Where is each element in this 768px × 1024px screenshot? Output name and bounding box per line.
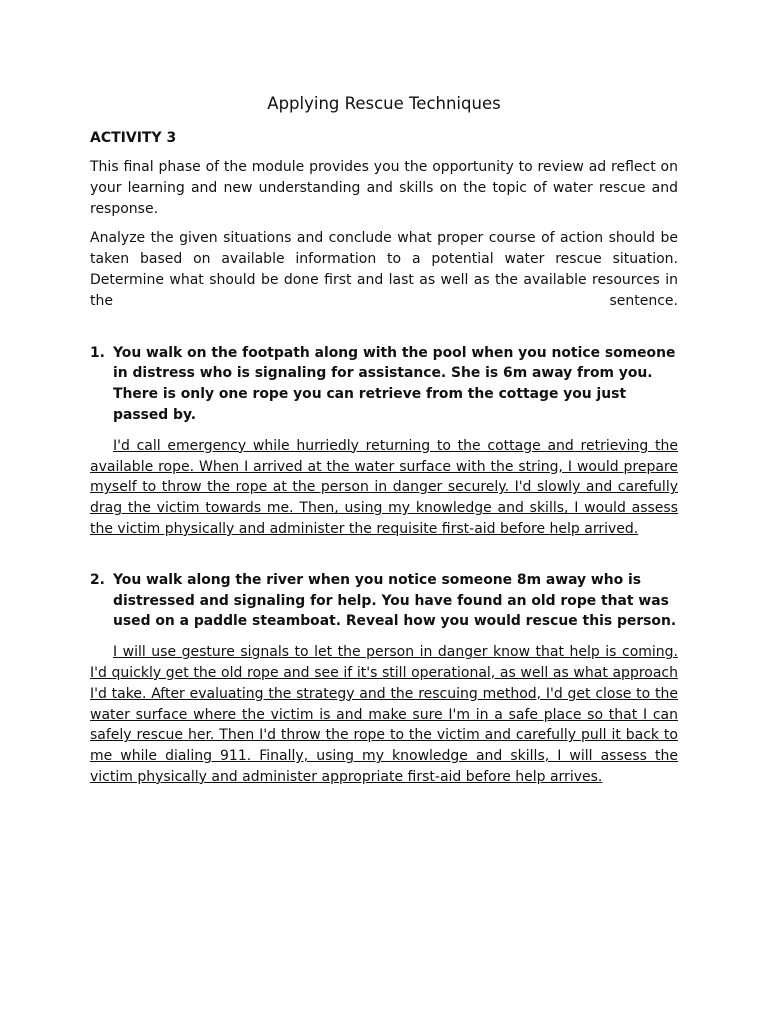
question-1-prompt: You walk on the footpath along with the pool when you notice someone in distress who is signaling for assistance. She is 6m away from you. There is only one rope you can retrieve from the cottage you just passed by.: [113, 344, 676, 423]
instructions-paragraph: Analyze the given situations and conclude what proper course of action should be taken based on available information to a potential water rescue situation. Determine what should be done first and last as well as the available resources in the sentence.: [90, 230, 678, 309]
question-2-number: 2.: [90, 571, 105, 588]
question-2-prompt: You walk along the river when you notice someone 8m away who is distressed and signaling for help. You have found an old rope that was used on a paddle steamboat. Reveal how you would rescue this person.: [113, 571, 677, 630]
activity-label: ACTIVITY 3: [90, 130, 177, 146]
answer-2: [90, 642, 678, 788]
answer-1: [90, 436, 678, 540]
section-gap: [90, 540, 678, 570]
question-1: [90, 343, 678, 426]
page-title: Applying Rescue Techniques: [267, 94, 501, 113]
answer-1-text: I'd call emergency while hurriedly returning to the cottage and retrieving the available rope. When I arrived at the water surface with the string, I would prepare myself to throw the rope at the person in danger securely. I'd slowly and carefully drag the victim towards me. Then, using my knowledge and skills, I would assess the victim physically and administer the requisite first-aid before help arrived.: [90, 437, 678, 537]
question-1-number: 1.: [90, 344, 105, 361]
answer-2-text: I will use gesture signals to let the person in danger know that help is coming. I'd quickly get the old rope and see if it's still operational, as well as what approach I'd take. After evaluating the strategy and the rescuing method, I'd get close to the water surface where the victim is and make sure I'm in a safe place so that I can safely rescue her. Then I'd throw the rope to the victim and carefully pull it back to me while dialing 911. Finally, using my knowledge and skills, I will assess the victim physically and administer appropriate first-aid before help arrives.: [90, 644, 678, 785]
intro-paragraph: This final phase of the module provides you the opportunity to review ad reflect on your learning and new understanding and skills on the topic of water rescue and response.: [90, 159, 678, 217]
document-page: [90, 92, 678, 788]
question-2: [90, 570, 678, 632]
